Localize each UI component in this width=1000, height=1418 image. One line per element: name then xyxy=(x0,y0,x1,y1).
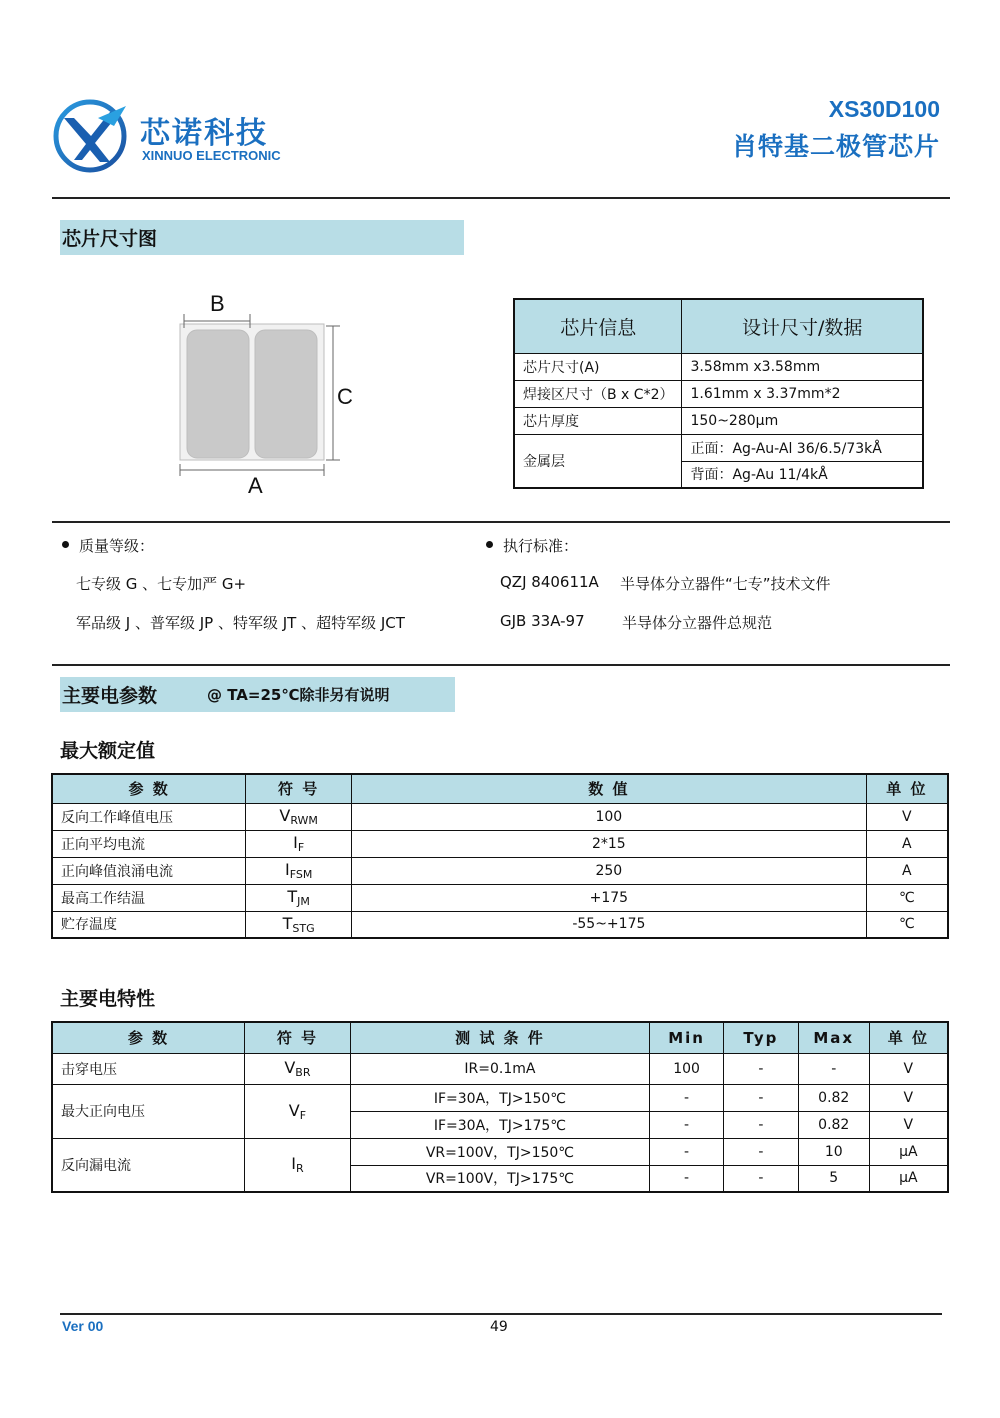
table-row xyxy=(52,1084,948,1111)
param-symbol: $I_F$ xyxy=(246,830,352,857)
min-value: - xyxy=(650,1138,724,1165)
col-header: Max xyxy=(798,1022,869,1053)
typ-value: - xyxy=(723,1138,798,1165)
chip-info-value: 背面：Ag-Au 11/4kÅ xyxy=(682,461,923,488)
bullet-icon xyxy=(62,541,69,548)
param-value: +175 xyxy=(352,884,867,911)
param-unit: μA xyxy=(869,1138,948,1165)
table-row xyxy=(514,353,923,380)
main-params-section-header xyxy=(60,677,455,712)
brand-name-cn: 芯诺科技 xyxy=(140,116,268,151)
param-unit: V xyxy=(866,803,948,830)
table-row xyxy=(52,803,948,830)
param-unit: A xyxy=(866,857,948,884)
param-value: 2*15 xyxy=(352,830,867,857)
param-name: 击穿电压 xyxy=(52,1053,245,1084)
standard-code-2: GJB 33A-97 xyxy=(500,612,585,630)
min-value: 100 xyxy=(650,1053,724,1084)
chip-info-header-1: 芯片信息 xyxy=(514,299,682,353)
table-row xyxy=(52,1138,948,1165)
param-name: 最高工作结温 xyxy=(52,884,246,911)
chip-info-value: 3.58mm x3.58mm xyxy=(682,353,923,380)
param-unit: μA xyxy=(869,1165,948,1192)
param-symbol: $V_F$ xyxy=(245,1084,351,1138)
col-header: 符 号 xyxy=(246,774,352,803)
standard-text-2: 半导体分立器件总规范 xyxy=(622,614,773,632)
param-value: -55~+175 xyxy=(352,911,867,938)
param-symbol: $T_{JM}$ xyxy=(246,884,352,911)
param-name: 正向峰值浪涌电流 xyxy=(52,857,246,884)
col-header: 单 位 xyxy=(866,774,948,803)
min-value: - xyxy=(650,1111,724,1138)
param-symbol: $I_R$ xyxy=(245,1138,351,1192)
company-logo-icon xyxy=(52,98,132,174)
col-header: 符 号 xyxy=(245,1022,351,1053)
quality-line-1: 七专级 G 、七专加严 G+ xyxy=(76,575,247,593)
standards-title: 执行标准： xyxy=(503,537,579,555)
param-unit: ℃ xyxy=(866,911,948,938)
brand-name-en: XINNUO ELECTRONIC xyxy=(142,148,281,163)
max-value: 0.82 xyxy=(798,1111,869,1138)
typ-value: - xyxy=(723,1165,798,1192)
part-number: XS30D100 xyxy=(828,96,940,122)
chip-info-value: 1.61mm x 3.37mm*2 xyxy=(682,380,923,407)
footer-page-number: 49 xyxy=(490,1319,508,1335)
test-condition: IF=30A，TJ>175℃ xyxy=(350,1111,649,1138)
min-value: - xyxy=(650,1084,724,1111)
max-ratings-table xyxy=(51,773,949,939)
chip-info-value: 正面：Ag-Au-Al 36/6.5/73kÅ xyxy=(682,434,923,461)
chip-info-header-2: 设计尺寸/数据 xyxy=(682,299,923,353)
footer-version: Ver 00 xyxy=(62,1318,104,1334)
typ-value: - xyxy=(723,1111,798,1138)
param-unit: V xyxy=(869,1111,948,1138)
col-header: Typ xyxy=(723,1022,798,1053)
param-name: 反向工作峰值电压 xyxy=(52,803,246,830)
header-divider xyxy=(52,197,950,199)
table-row xyxy=(52,911,948,938)
col-header: 单 位 xyxy=(869,1022,948,1053)
chip-info-label: 芯片尺寸(A) xyxy=(514,353,682,380)
param-symbol: $I_{FSM}$ xyxy=(246,857,352,884)
param-name: 贮存温度 xyxy=(52,911,246,938)
dimension-label-c: C xyxy=(337,384,353,409)
chip-info-value: 150~280µm xyxy=(682,407,923,434)
typ-value: - xyxy=(723,1053,798,1084)
param-unit: V xyxy=(869,1053,948,1084)
table-row xyxy=(52,857,948,884)
characteristics-table xyxy=(51,1021,949,1193)
section-divider xyxy=(52,521,950,523)
test-condition: IR=0.1mA xyxy=(350,1053,649,1084)
col-header: 参 数 xyxy=(52,1022,245,1053)
param-name: 反向漏电流 xyxy=(52,1138,245,1192)
chip-info-label: 芯片厚度 xyxy=(514,407,682,434)
chip-size-section-header xyxy=(60,220,464,255)
quality-heading xyxy=(62,535,154,556)
section-divider xyxy=(52,664,950,666)
standard-code-1: QZJ 840611A xyxy=(500,573,599,591)
param-unit: A xyxy=(866,830,948,857)
chip-info-label: 焊接区尺寸（B x C*2） xyxy=(514,380,682,407)
test-condition: IF=30A，TJ>150℃ xyxy=(350,1084,649,1111)
quality-title: 质量等级： xyxy=(79,537,155,555)
table-row xyxy=(514,407,923,434)
max-value: 5 xyxy=(798,1165,869,1192)
max-value: - xyxy=(798,1053,869,1084)
table-row xyxy=(52,1053,948,1084)
max-ratings-title: 最大额定值 xyxy=(60,740,156,762)
part-description: 肖特基二极管芯片 xyxy=(731,132,940,161)
table-row xyxy=(514,380,923,407)
chip-info-table xyxy=(513,298,924,489)
test-condition: VR=100V，TJ>150℃ xyxy=(350,1138,649,1165)
param-value: 100 xyxy=(352,803,867,830)
standards-heading xyxy=(486,535,578,556)
param-unit: V xyxy=(869,1084,948,1111)
param-unit: ℃ xyxy=(866,884,948,911)
param-symbol: $T_{STG}$ xyxy=(246,911,352,938)
dimension-label-b: B xyxy=(210,291,225,316)
characteristics-title: 主要电特性 xyxy=(60,988,156,1010)
col-header: 数 值 xyxy=(352,774,867,803)
param-symbol: $V_{RWM}$ xyxy=(246,803,352,830)
typ-value: - xyxy=(723,1084,798,1111)
chip-size-title: 芯片尺寸图 xyxy=(62,228,158,250)
col-header: 测 试 条 件 xyxy=(350,1022,649,1053)
table-row xyxy=(52,830,948,857)
footer-divider xyxy=(60,1313,942,1315)
test-condition: VR=100V，TJ>175℃ xyxy=(350,1165,649,1192)
param-symbol: $V_{BR}$ xyxy=(245,1053,351,1084)
standard-text-1: 半导体分立器件“七专”技术文件 xyxy=(620,575,831,593)
max-value: 10 xyxy=(798,1138,869,1165)
param-name: 正向平均电流 xyxy=(52,830,246,857)
quality-line-2: 军品级 J 、普军级 JP 、特军级 JT 、超特军级 JCT xyxy=(76,614,405,632)
param-value: 250 xyxy=(352,857,867,884)
col-header: Min xyxy=(650,1022,724,1053)
table-row xyxy=(514,434,923,461)
table-row xyxy=(52,884,948,911)
param-name: 最大正向电压 xyxy=(52,1084,245,1138)
main-params-condition: @ TA=25℃除非另有说明 xyxy=(207,686,390,704)
min-value: - xyxy=(650,1165,724,1192)
col-header: 参 数 xyxy=(52,774,246,803)
max-value: 0.82 xyxy=(798,1084,869,1111)
chip-info-label: 金属层 xyxy=(514,434,682,488)
bullet-icon xyxy=(486,541,493,548)
main-params-title: 主要电参数 xyxy=(62,685,158,707)
dimension-label-a: A xyxy=(248,473,263,498)
